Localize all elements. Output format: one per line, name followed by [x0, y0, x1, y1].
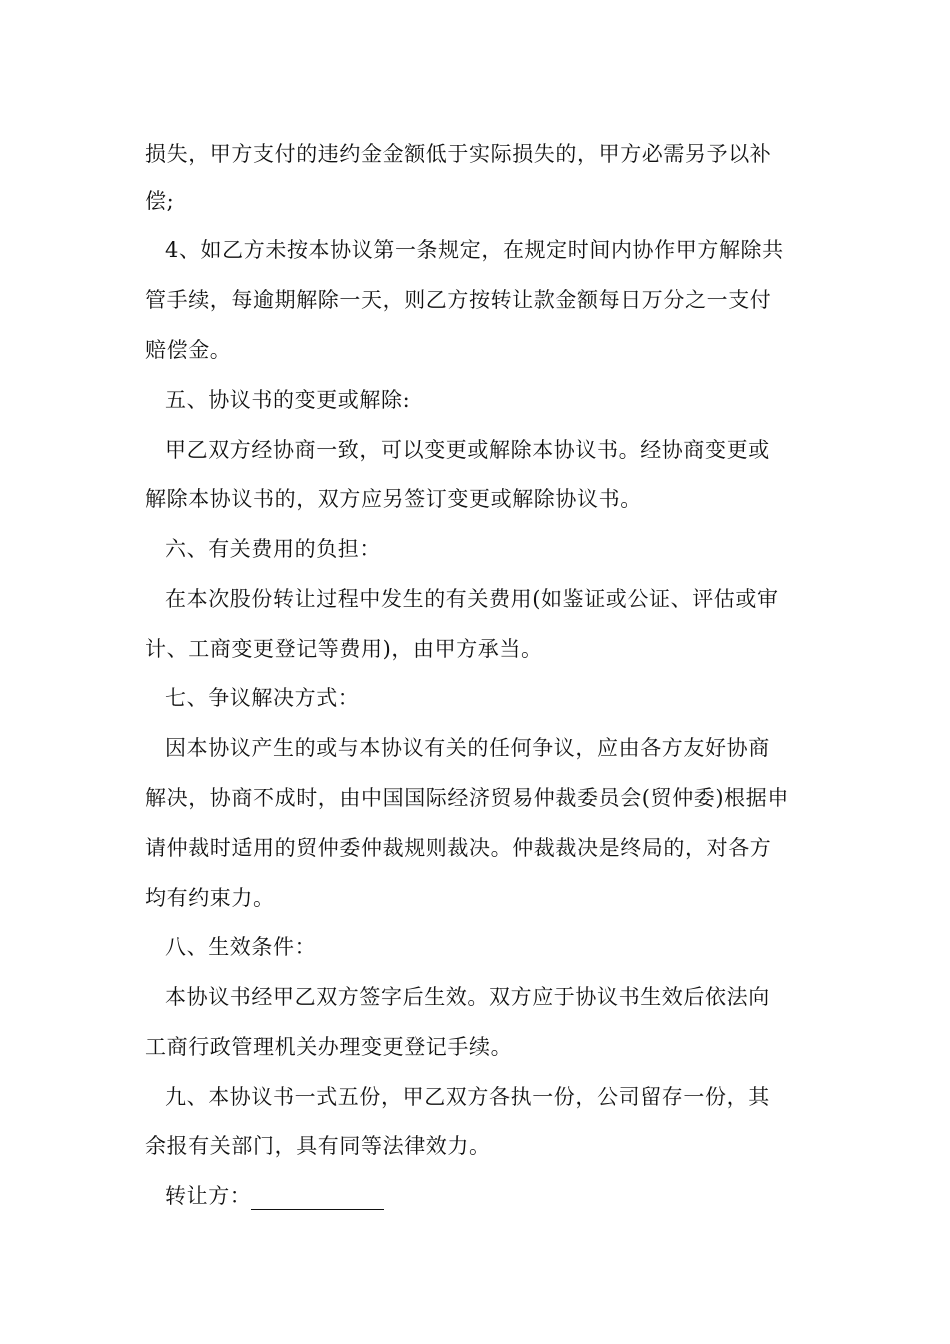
text-line: 本协议书经甲乙双方签字后生效。双方应于协议书生效后依法向: [165, 985, 770, 1009]
text-line: 工商行政管理机关办理变更登记手续。: [145, 1035, 513, 1059]
text-line: 赔偿金。: [145, 338, 232, 362]
text-line: 均有约束力。: [145, 886, 275, 910]
text-line: 在本次股份转让过程中发生的有关费用(如鉴证或公证、评估或审: [165, 587, 779, 611]
signature-row: [165, 1182, 835, 1210]
text-line: 4、如乙方未按本协议第一条规定，在规定时间内协作甲方解除共: [165, 238, 784, 262]
text-line: 九、本协议书一式五份，甲乙双方各执一份，公司留存一份，其: [165, 1085, 770, 1109]
section-heading: 六、有关费用的负担：: [165, 537, 381, 561]
text-line: 管手续，每逾期解除一天，则乙方按转让款金额每日万分之一支付: [145, 288, 772, 312]
signature-label: 转让方：: [165, 1184, 252, 1208]
text-line: 解决，协商不成时，由中国国际经济贸易仲裁委员会(贸仲委)根据申: [145, 786, 789, 810]
text-line: 损失，甲方支付的违约金金额低于实际损失的，甲方必需另予以补: [145, 142, 772, 166]
text-line: 甲乙双方经协商一致，可以变更或解除本协议书。经协商变更或: [165, 438, 770, 462]
text-line: 余报有关部门，具有同等法律效力。: [145, 1134, 491, 1158]
section-heading: 五、协议书的变更或解除:: [165, 388, 411, 412]
section-heading: 八、生效条件：: [165, 935, 317, 959]
text-line: 因本协议产生的或与本协议有关的任何争议，应由各方友好协商: [165, 736, 770, 760]
text-line: 偿;: [145, 189, 175, 213]
text-line: 解除本协议书的，双方应另签订变更或解除协议书。: [145, 487, 642, 511]
text-line: 请仲裁时适用的贸仲委仲裁规则裁决。仲裁裁决是终局的，对各方: [145, 836, 772, 860]
signature-blank[interactable]: [251, 1187, 384, 1210]
section-heading: 七、争议解决方式：: [165, 686, 360, 710]
text-line: 计、工商变更登记等费用)，由甲方承当。: [145, 637, 543, 661]
